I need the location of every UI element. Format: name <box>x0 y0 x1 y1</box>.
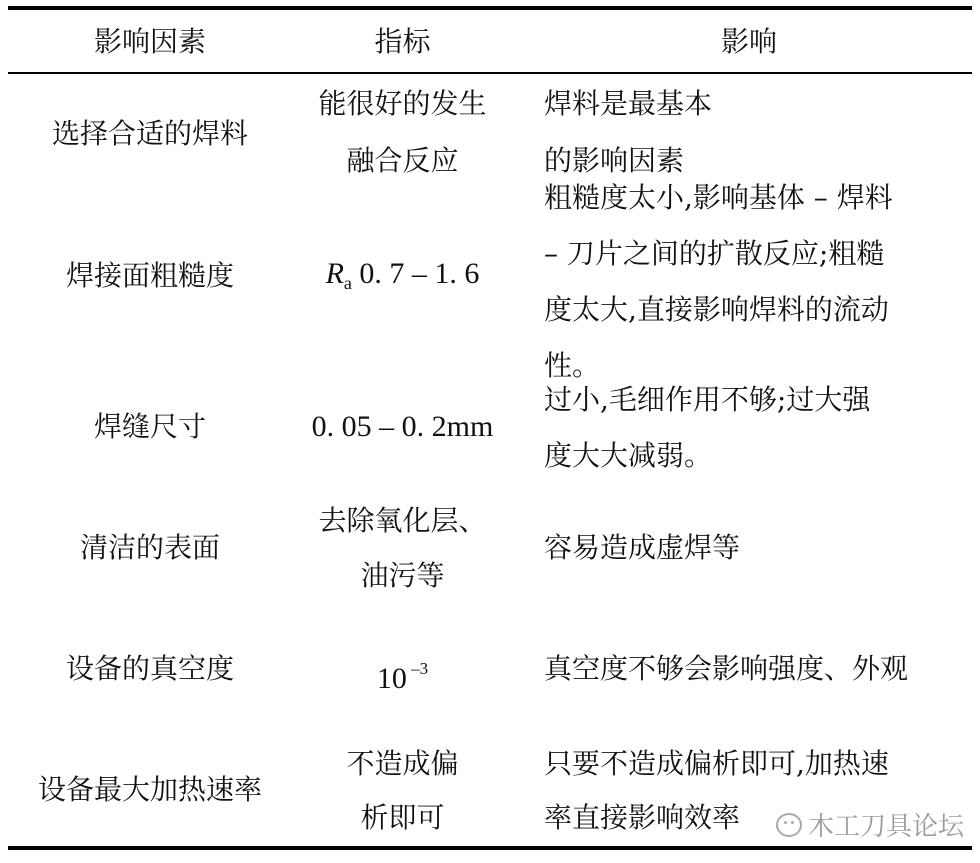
effect-cell: 真空度不够会影响强度、外观 <box>544 652 909 685</box>
factor-cell: 焊接面粗糙度 <box>65 259 234 292</box>
roughness-subscript: a <box>343 273 352 293</box>
header-effect: 影响 <box>720 25 777 58</box>
header-factor: 影响因素 <box>93 25 206 58</box>
indicator-line: 不造成偏 <box>346 747 459 780</box>
effect-line: 只要不造成偏析即可,加热速 <box>544 747 889 780</box>
factor-cell: 设备最大加热速率 <box>37 773 262 806</box>
vacuum-exponent: –3 <box>406 659 429 678</box>
effect-line: – 刀片之间的扩散反应;粗糙 <box>544 237 885 270</box>
indicator-line: 融合反应 <box>346 144 459 177</box>
watermark-text: 木工刀具论坛 <box>808 812 965 842</box>
vacuum-base: 10 <box>376 662 407 695</box>
indicator-line: 去除氧化层、 <box>318 504 487 537</box>
factor-cell: 设备的真空度 <box>65 652 234 685</box>
indicator-cell: 0. 05 – 0. 2mm <box>311 410 494 443</box>
effect-line: 性。 <box>544 349 601 382</box>
table-top-rule <box>8 6 972 10</box>
header-rule <box>8 72 972 74</box>
indicator-line: 油污等 <box>360 559 445 592</box>
effect-line: 度太大,直接影响焊料的流动 <box>544 293 889 326</box>
wechat-icon <box>776 813 802 837</box>
table-bottom-rule <box>8 846 972 850</box>
roughness-symbol: R <box>325 257 344 290</box>
effect-line: 过小,毛细作用不够;过大强 <box>544 383 871 416</box>
effect-line: 率直接影响效率 <box>544 801 741 834</box>
factor-cell: 选择合适的焊料 <box>51 117 248 150</box>
indicator-cell <box>290 256 515 301</box>
effect-line: 焊料是最基本 <box>544 87 713 120</box>
header-indicator: 指标 <box>374 25 431 58</box>
effect-line: 度大大减弱。 <box>544 439 713 472</box>
effect-line: 粗糙度太小,影响基体 – 焊料 <box>544 181 893 214</box>
indicator-line: 能很好的发生 <box>318 87 487 120</box>
effect-line: 的影响因素 <box>544 144 685 177</box>
indicator-line: 析即可 <box>360 801 445 834</box>
factor-cell: 焊缝尺寸 <box>93 410 206 443</box>
watermark <box>772 806 968 843</box>
factor-cell: 清洁的表面 <box>79 531 220 564</box>
effect-cell: 容易造成虚焊等 <box>544 531 741 564</box>
indicator-cell <box>290 651 515 697</box>
roughness-value: 0. 7 – 1. 6 <box>351 257 480 290</box>
